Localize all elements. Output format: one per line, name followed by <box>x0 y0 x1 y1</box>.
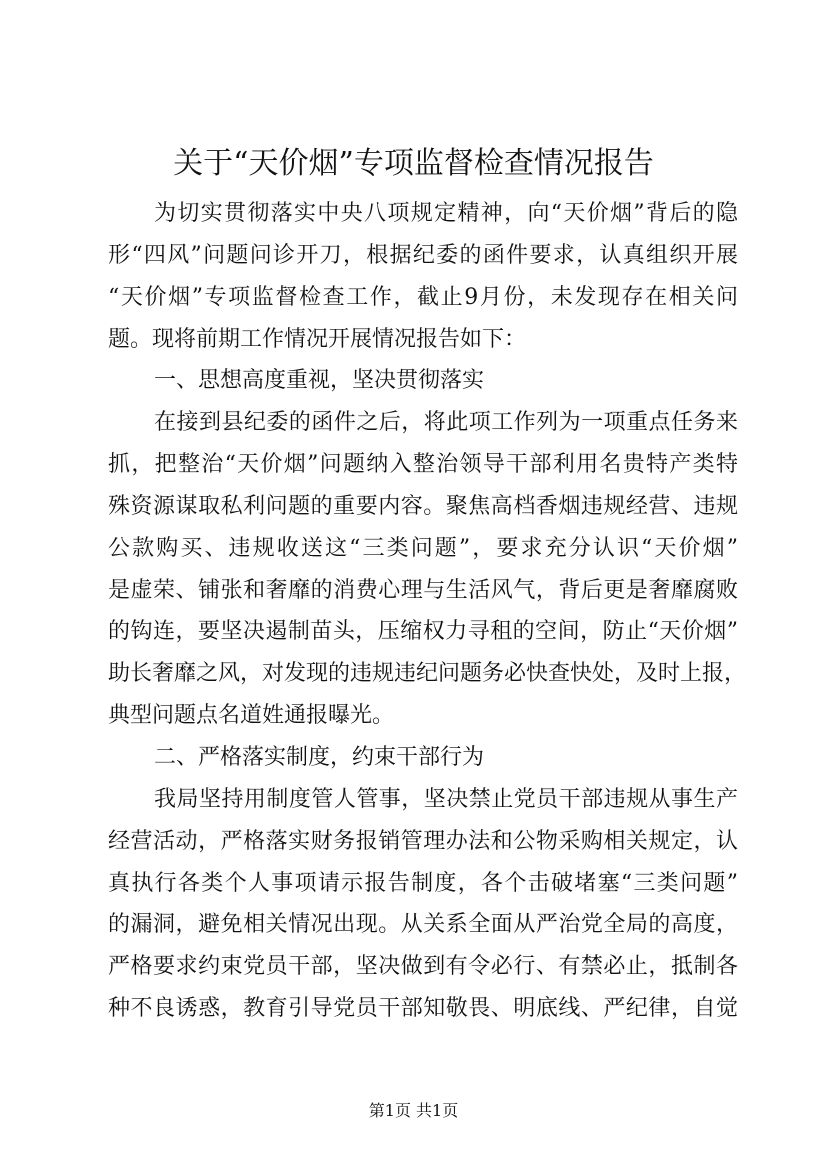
document-body <box>108 193 747 1030</box>
body-line: 公款购买、违规收送这“三类问题”，要求充分认识“天价烟” <box>108 535 738 561</box>
body-line: 殊资源谋取私利问题的重要内容。聚焦高档香烟违规经营、违规 <box>108 493 738 519</box>
body-line: 助长奢靡之风，对发现的违规违纪问题务必快查快处，及时上报， <box>108 661 747 687</box>
body-line: 抓，把整治“天价烟”问题纳入整治领导干部利用名贵特产类特 <box>108 452 738 478</box>
body-line: 典型问题点名道姓通报曝光。 <box>108 703 395 729</box>
body-line: 是虚荣、铺张和奢靡的消费心理与生活风气，背后更是奢靡腐败 <box>108 577 738 603</box>
body-line: 我局坚持用制度管人管事，坚决禁止党员干部违规从事生产 <box>154 786 738 812</box>
body-line: 的钩连，要坚决遏制苗头，压缩权力寻租的空间，防止“天价烟” <box>108 619 738 645</box>
document-title: 关于“天价烟”专项监督检查情况报告 <box>173 146 654 181</box>
body-line: 为切实贯彻落实中央八项规定精神，向“天价烟”背后的隐 <box>154 201 738 226</box>
body-line: 形“四风”问题问诊开刀，根据纪委的函件要求，认真组织开展 <box>108 242 738 268</box>
section-heading-1: 一、思想高度重视，坚决贯彻落实 <box>154 368 485 394</box>
body-line: 真执行各类个人事项请示报告制度，各个击破堵塞“三类问题” <box>108 870 738 896</box>
body-line: 种不良诱惑，教育引导党员干部知敬畏、明底线、严纪律，自觉 <box>108 996 738 1022</box>
body-line: “天价烟”专项监督检查工作，截止9月份，未发现存在相关问 <box>108 284 738 310</box>
body-line: 的漏洞，避免相关情况出现。从关系全面从严治党全局的高度， <box>108 912 738 938</box>
page-number: 第1页 共1页 <box>368 1101 459 1120</box>
body-line: 经营活动，严格落实财务报销管理办法和公物采购相关规定，认 <box>108 828 738 854</box>
body-line: 严格要求约束党员干部，坚决做到有令必行、有禁必止，抵制各 <box>108 954 738 980</box>
section-heading-2: 二、严格落实制度，约束干部行为 <box>154 744 485 770</box>
body-line: 题。现将前期工作情况开展情况报告如下： <box>108 326 527 352</box>
body-line: 在接到县纪委的函件之后，将此项工作列为一项重点任务来 <box>154 410 738 436</box>
